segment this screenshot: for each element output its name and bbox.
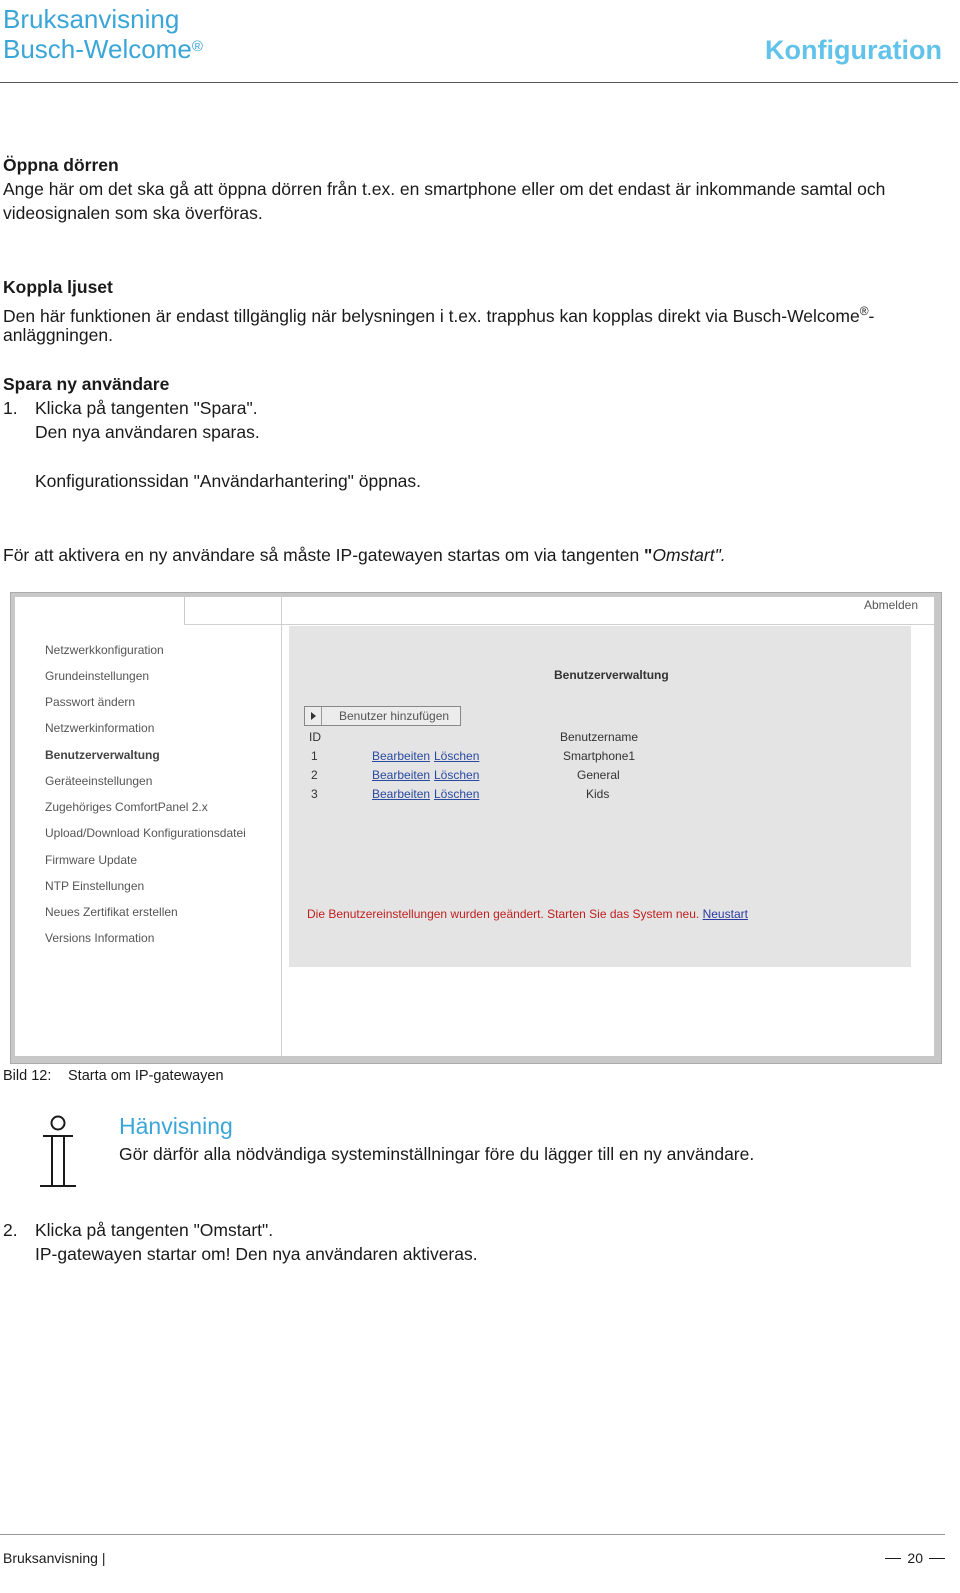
section-title: Konfiguration xyxy=(765,35,942,65)
nav-item-netzwerkkonfiguration[interactable]: Netzwerkkonfiguration xyxy=(45,643,164,657)
step2-number: 2. xyxy=(3,1220,18,1240)
document-title: Bruksanvisning xyxy=(3,4,180,34)
activate-note: För att aktivera en ny användare så måste IP-gatewayen startas om via tangenten "Omstart". xyxy=(3,545,726,565)
switch-light-heading: Koppla ljuset xyxy=(3,277,113,297)
play-arrow-icon xyxy=(305,707,322,725)
column-header-id: ID xyxy=(309,730,321,744)
row-id: 1 xyxy=(311,749,318,763)
nav-item-versions[interactable]: Versions Information xyxy=(45,931,155,945)
step2-result: IP-gatewayen startar om! Den nya användaren aktiveras. xyxy=(35,1244,478,1264)
status-message: Die Benutzereinstellungen wurden geändert. Starten Sie das System neu. Neustart xyxy=(307,907,748,921)
delete-link[interactable]: Löschen xyxy=(434,749,480,763)
nav-item-benutzerverwaltung[interactable]: Benutzerverwaltung xyxy=(45,748,160,762)
open-door-line2: videosignalen som ska överföras. xyxy=(3,203,263,223)
step1-result-a: Den nya användaren sparas. xyxy=(35,422,260,442)
footer-divider xyxy=(0,1534,945,1535)
header-divider xyxy=(0,82,958,83)
logout-link[interactable]: Abmelden xyxy=(863,598,918,612)
save-user-heading: Spara ny användare xyxy=(3,374,170,394)
figure-caption: Bild 12: Starta om IP-gatewayen xyxy=(3,1068,224,1084)
step2-text: Klicka på tangenten "Omstart". xyxy=(35,1220,274,1240)
row-id: 3 xyxy=(311,787,318,801)
nav-item-netzwerkinformation[interactable]: Netzwerkinformation xyxy=(45,721,155,735)
nav-item-upload-download[interactable]: Upload/Download Konfigurationsdatei xyxy=(45,826,246,840)
edit-link[interactable]: Bearbeiten xyxy=(372,768,431,782)
info-icon xyxy=(38,1115,78,1189)
nav-item-passwort[interactable]: Passwort ändern xyxy=(45,695,136,709)
hint-text: Gör därför alla nödvändiga systeminställningar före du lägger till en ny användare. xyxy=(119,1144,755,1164)
screenshot-divider xyxy=(281,597,282,1056)
footer-title: Bruksanvisning | xyxy=(3,1550,106,1566)
nav-item-zertifikat[interactable]: Neues Zertifikat erstellen xyxy=(45,905,178,919)
step1-number: 1. xyxy=(3,398,18,418)
edit-link[interactable]: Bearbeiten xyxy=(372,749,431,763)
step1-result-b: Konfigurationssidan "Användarhantering" öppnas. xyxy=(35,471,422,491)
delete-link[interactable]: Löschen xyxy=(434,787,480,801)
row-id: 2 xyxy=(311,768,318,782)
row-name: Smartphone1 xyxy=(563,749,636,763)
page-number: 20 xyxy=(885,1550,945,1566)
nav-item-comfortpanel[interactable]: Zugehöriges ComfortPanel 2.x xyxy=(45,800,208,814)
nav-item-firmware-update[interactable]: Firmware Update xyxy=(45,853,138,867)
panel-title: Benutzerverwaltung xyxy=(554,668,669,682)
restart-link[interactable]: Neustart xyxy=(702,907,748,921)
add-user-label: Benutzer hinzufügen xyxy=(339,709,450,723)
switch-light-line1: Den här funktionen är endast tillgänglig när belysningen i t.ex. trapphus kan kopplas direkt via Busch-Welcome®- xyxy=(3,304,875,326)
row-name: General xyxy=(577,768,620,782)
step1-text: Klicka på tangenten "Spara". xyxy=(35,398,258,418)
nav-item-grundeinstellungen[interactable]: Grundeinstellungen xyxy=(45,669,150,683)
nav-item-geraeteeinstellungen[interactable]: Geräteeinstellungen xyxy=(45,774,153,788)
screenshot-divider xyxy=(184,597,185,624)
nav-item-ntp[interactable]: NTP Einstellungen xyxy=(45,879,145,893)
screenshot-divider xyxy=(184,624,934,625)
add-user-button[interactable] xyxy=(304,706,461,726)
switch-light-line2: anläggningen. xyxy=(3,325,113,345)
edit-link[interactable]: Bearbeiten xyxy=(372,787,431,801)
product-name: Busch-Welcome® xyxy=(3,34,203,64)
registered-mark: ® xyxy=(191,38,203,55)
delete-link[interactable]: Löschen xyxy=(434,768,480,782)
open-door-line1: Ange här om det ska gå att öppna dörren från t.ex. en smartphone eller om det endast är inkommande samtal och xyxy=(3,179,886,199)
open-door-heading: Öppna dörren xyxy=(3,155,119,175)
row-name: Kids xyxy=(586,787,610,801)
column-header-name: Benutzername xyxy=(560,730,639,744)
hint-title: Hänvisning xyxy=(119,1113,233,1139)
